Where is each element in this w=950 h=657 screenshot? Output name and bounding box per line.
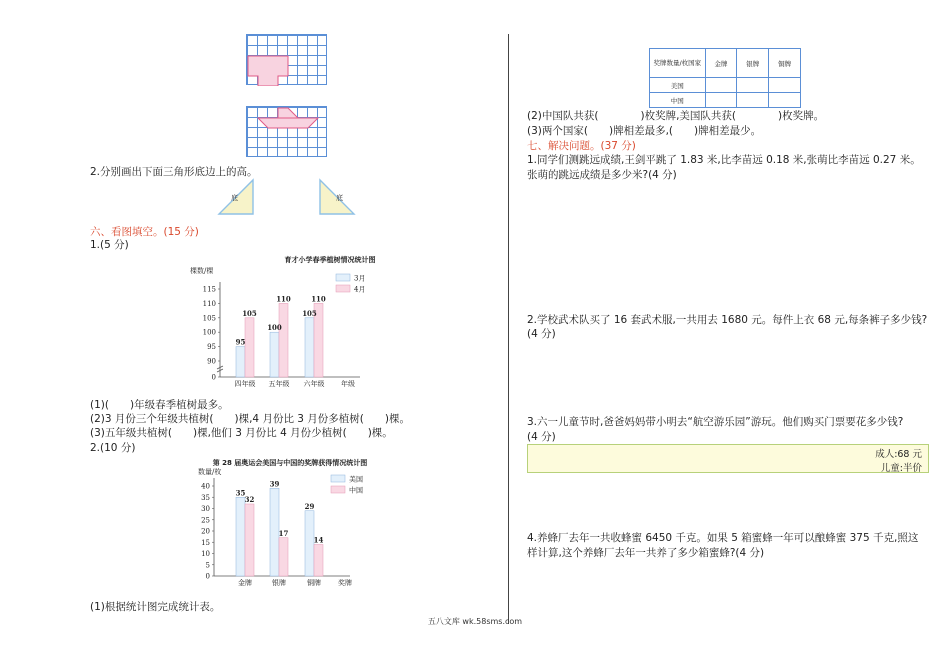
problem3-line-b: (4 分) <box>527 431 556 443</box>
table-cell-china-gold[interactable] <box>705 93 737 108</box>
medal-stat-table <box>649 48 801 108</box>
y-tick-label: 5 <box>205 561 210 570</box>
legend-swatch-a <box>331 475 345 482</box>
x-category-label: 五年级 <box>268 380 290 388</box>
table-cell-usa-bronze[interactable] <box>769 78 801 93</box>
bar-中国 <box>245 504 254 576</box>
bar-value-label: 95 <box>235 337 246 347</box>
table-row-label-usa: 美国 <box>650 78 706 93</box>
y-tick-label: 0 <box>205 572 210 581</box>
table-header-bronze: 铜牌 <box>769 49 801 78</box>
chart2-plot <box>190 466 370 591</box>
y-tick-label: 95 <box>207 343 216 352</box>
y-axis-label: 数量/枚 <box>198 468 222 476</box>
triangle-left-base-label: 底 <box>231 194 238 202</box>
x-category-label: 金牌 <box>238 579 252 587</box>
x-axis-label: 年级 <box>341 380 355 388</box>
chart1-plot <box>190 264 370 394</box>
q1-line-1: (1)( )年级春季植树最多。 <box>90 399 229 411</box>
problem2-line-b: (4 分) <box>527 328 556 340</box>
ticket-price-notice <box>527 444 929 473</box>
x-axis-label: 奖牌 <box>338 579 352 587</box>
y-tick-label: 90 <box>207 357 216 366</box>
bar-value-label: 35 <box>235 488 246 498</box>
section7-title: 七、解决问题。 <box>527 140 601 152</box>
section7-heading <box>527 139 636 153</box>
bar-4月 <box>245 318 254 377</box>
column-divider <box>508 34 509 624</box>
legend-label-b: 中国 <box>349 486 363 495</box>
y-tick-label: 15 <box>201 538 210 547</box>
bar-value-label: 14 <box>313 535 324 545</box>
y-axis-label: 棵数/棵 <box>190 267 214 275</box>
table-cell-china-bronze[interactable] <box>769 93 801 108</box>
bar-value-label: 17 <box>278 528 289 538</box>
triangle-left <box>215 178 260 216</box>
legend-label-a: 3月 <box>354 274 366 283</box>
bar-3月 <box>236 347 245 377</box>
problem4-line-a: 4.养蜂厂去年一共收蜂蜜 6450 千克。如果 5 箱蜜蜂一年可以酿蜂蜜 375 千克,照这 <box>527 532 919 544</box>
problem1-line-b: 张萌的跳远成绩是多少米?(4 分) <box>527 169 677 181</box>
table-cell-usa-gold[interactable] <box>705 78 737 93</box>
q2-line-1: (1)根据统计图完成统计表。 <box>90 601 221 613</box>
y-tick-label: 30 <box>201 505 210 513</box>
notice-child-price: 儿童:半价 <box>880 463 922 474</box>
table-header-diagonal: 奖牌数量/枚国家 <box>650 49 706 78</box>
table-header-silver: 银牌 <box>737 49 769 78</box>
x-category-label: 六年级 <box>303 380 325 388</box>
bar-value-label: 100 <box>267 323 282 333</box>
bar-value-label: 32 <box>244 495 255 504</box>
x-category-label: 铜牌 <box>307 579 321 587</box>
y-tick-label: 115 <box>202 285 216 294</box>
table-row <box>650 78 801 93</box>
y-tick-label: 105 <box>202 314 216 323</box>
grid-shape-2 <box>247 107 328 158</box>
y-tick-label: 35 <box>201 493 210 502</box>
y-tick-label: 100 <box>202 328 216 337</box>
bar-value-label: 110 <box>276 294 291 304</box>
q1-line-2: (2)3 月份三个年级共植树( )棵,4 月份比 3 月份多植树( )棵。 <box>90 413 410 425</box>
bar-中国 <box>279 538 288 576</box>
y-tick-label: 40 <box>201 482 210 491</box>
y-tick-label: 20 <box>201 527 210 536</box>
y-tick-label: 110 <box>202 299 216 308</box>
y-tick-label: 25 <box>201 516 210 525</box>
bar-美国 <box>236 497 245 576</box>
grid-figure-1 <box>246 34 327 85</box>
y-tick-label: 10 <box>201 550 210 558</box>
section6-heading <box>90 225 199 239</box>
footer-watermark: 五八文库 wk.58sms.com <box>427 617 523 626</box>
triangle-right-base-label: 底 <box>336 194 343 202</box>
table-header-row <box>650 49 801 78</box>
bar-value-label: 105 <box>302 308 317 318</box>
grid-figure-2 <box>246 106 327 157</box>
bar-value-label: 110 <box>311 294 326 304</box>
q2-draw-heights: 2.分别画出下面三角形底边上的高。 <box>90 166 258 178</box>
q2-line-2: (2)中国队共获( )枚奖牌,美国队共获( )枚奖牌。 <box>527 110 825 122</box>
section7-points: (37 分) <box>600 140 636 152</box>
legend-swatch-b <box>331 486 345 493</box>
notice-adult-price: 成人:68 元 <box>875 449 922 460</box>
problem3-line-a: 3.六一儿童节时,爸爸妈妈带小明去“航空游乐园”游玩。他们购买门票要花多少钱? <box>527 416 904 428</box>
bar-value-label: 105 <box>242 308 257 318</box>
y-tick-label: 0 <box>211 373 216 382</box>
bar-中国 <box>314 545 323 577</box>
table-cell-usa-silver[interactable] <box>737 78 769 93</box>
legend-swatch-a <box>336 274 350 281</box>
table-row <box>650 93 801 108</box>
grid-shape-1 <box>247 35 328 86</box>
bar-value-label: 29 <box>304 501 315 511</box>
q2-line-3: (3)两个国家( )牌相差最多,( )牌相差最少。 <box>527 125 762 137</box>
table-header-gold: 金牌 <box>705 49 737 78</box>
bar-3月 <box>305 318 314 377</box>
q1-line-3: (3)五年级共植树( )棵,他们 3 月份比 4 月份少植树( )棵。 <box>90 427 393 439</box>
section6-points: (15 分) <box>163 226 199 238</box>
table-row-label-china: 中国 <box>650 93 706 108</box>
chart2-title: 第 28 届奥运会美国与中国的奖牌获得情况统计图 <box>212 459 368 467</box>
problem1-line-a: 1.同学们测跳远成绩,王剑平跳了 1.83 米,比李苗远 0.18 米,张萌比李苗远 0.27 米。 <box>527 154 921 166</box>
chart1-title: 育才小学春季植树情况统计图 <box>284 256 376 264</box>
section6-title: 六、看图填空。 <box>90 226 164 238</box>
problem2-line-a: 2.学校武术队买了 16 套武术服,一共用去 1680 元。每件上衣 68 元,每条裤子多少钱? <box>527 314 928 326</box>
legend-label-a: 美国 <box>349 475 363 484</box>
x-category-label: 银牌 <box>272 579 286 587</box>
problem4-line-b: 样计算,这个养蜂厂去年一共养了多少箱蜜蜂?(4 分) <box>527 547 765 559</box>
bar-3月 <box>270 332 279 377</box>
bar-value-label: 39 <box>269 479 280 489</box>
q2-header: 2.(10 分) <box>90 442 136 454</box>
table-cell-china-silver[interactable] <box>737 93 769 108</box>
x-category-label: 四年级 <box>234 380 256 388</box>
q1-header: 1.(5 分) <box>90 239 129 251</box>
triangle-right <box>316 178 361 216</box>
bar-4月 <box>279 303 288 377</box>
legend-label-b: 4月 <box>354 285 366 294</box>
legend-swatch-b <box>336 285 350 292</box>
